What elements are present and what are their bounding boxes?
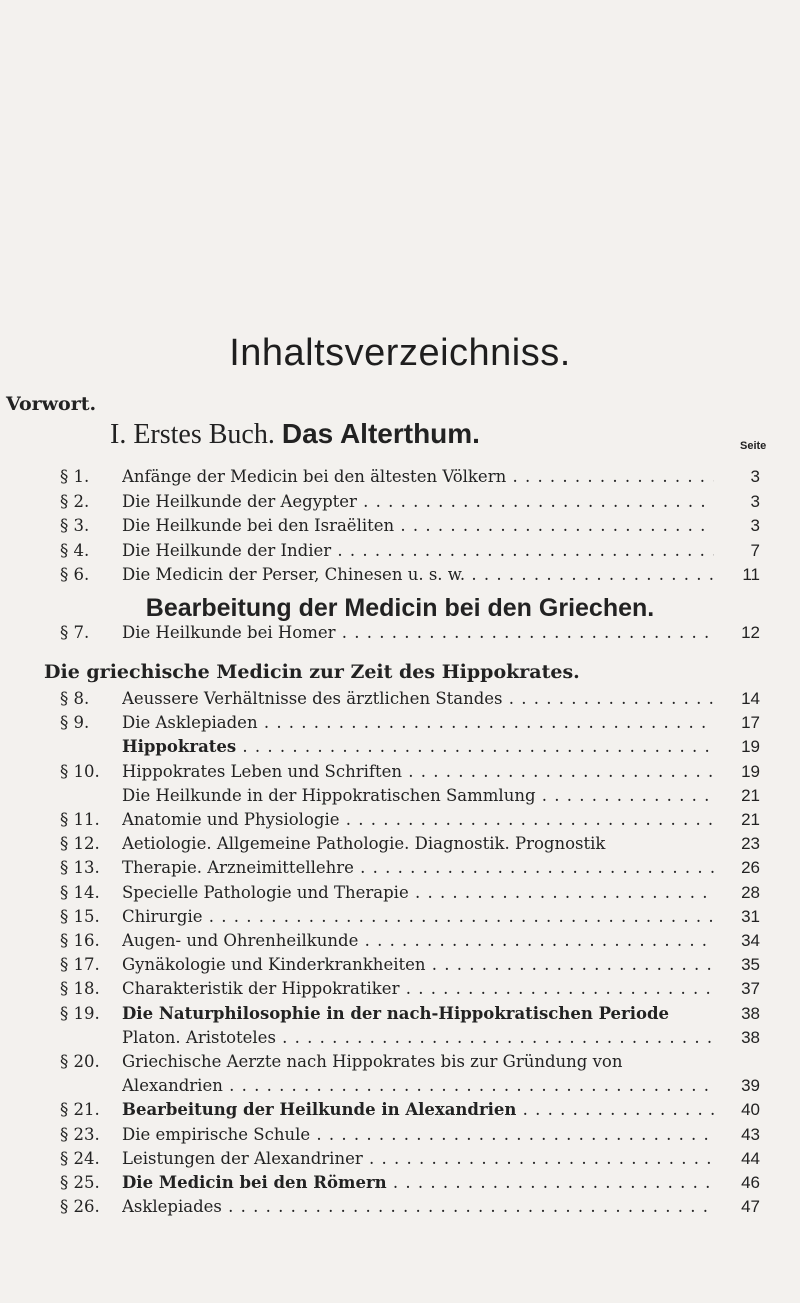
- toc-entry-title-text: Die Naturphilosophie in der nach-Hippokratischen Periode: [122, 1003, 670, 1023]
- toc-entry-number: § 9.: [60, 713, 90, 733]
- toc-entry-title: [122, 881, 714, 905]
- toc-entry-title-text: Die Heilkunde in der Hippokratischen Sammlung: [122, 785, 536, 805]
- toc-entry-title: [122, 977, 714, 1001]
- toc-entry: [60, 1147, 760, 1171]
- toc-entry-title: [122, 490, 714, 514]
- toc-entry-number: § 10.: [60, 761, 100, 781]
- toc-entry-title: [122, 563, 714, 587]
- toc-entry: [60, 687, 760, 711]
- toc-entry-title-text: Chirurgie: [122, 906, 203, 926]
- toc-entry-title: [122, 1098, 714, 1122]
- toc-entry-number: § 23.: [60, 1124, 100, 1144]
- toc-entry-page: 7: [750, 540, 760, 560]
- toc-entry-title: [122, 539, 714, 563]
- toc-entry-title: [122, 687, 714, 711]
- toc-entry: [60, 929, 760, 953]
- toc-entry-page: 35: [741, 955, 760, 975]
- toc-entry-title-text: Hippokrates: [122, 737, 237, 757]
- book-heading-main: Das Alterthum.: [281, 418, 480, 449]
- toc-entry-title: [122, 760, 714, 784]
- toc-entry-page: 43: [741, 1124, 760, 1144]
- toc-entry-title-text: Die empirische Schule: [122, 1124, 311, 1144]
- toc-entry: [60, 905, 760, 929]
- toc-entry-title-text: Aetiologie. Allgemeine Pathologie. Diagnostik. Prognostik: [122, 834, 606, 854]
- toc-entry-title-text: Asklepiades: [122, 1197, 222, 1217]
- toc-entry-title-text: Platon. Aristoteles: [122, 1027, 276, 1047]
- section-heading: Bearbeitung der Medicin bei den Griechen.: [145, 594, 655, 622]
- toc-entry-title: [122, 1123, 714, 1147]
- toc-entry-number: § 11.: [60, 810, 100, 829]
- toc-entry-page: 31: [741, 906, 760, 926]
- vorwort-label: Vorwort.: [6, 393, 97, 415]
- toc-entry-number: § 21.: [60, 1100, 100, 1120]
- toc-entry: [60, 711, 760, 735]
- toc-entry-title: [122, 953, 714, 977]
- toc-entry-page: 19: [741, 737, 760, 757]
- toc-entry-title-text: Die Heilkunde der Indier: [122, 540, 332, 560]
- toc-entry: [60, 563, 760, 587]
- toc-entry-page: 3: [750, 491, 760, 511]
- toc-entry-number: § 17.: [60, 955, 100, 975]
- toc-entry-page: 34: [741, 931, 760, 950]
- toc-entry-title-text: Anatomie und Physiologie: [122, 810, 340, 829]
- toc-entry-number: § 12.: [60, 834, 100, 854]
- toc-entry-title-text: Augen- und Ohrenheilkunde: [122, 931, 359, 950]
- toc-entry-title-text: Die Asklepiaden: [122, 713, 258, 733]
- toc-entry-number: § 6.: [60, 565, 90, 584]
- toc-entry-page: 11: [742, 565, 760, 584]
- toc-entry-title-text: Specielle Pathologie und Therapie: [122, 882, 409, 902]
- toc-entry: [60, 465, 760, 489]
- toc-entry-page: 38: [741, 1003, 760, 1023]
- toc-entry-page: 21: [741, 785, 760, 805]
- toc-entry-page: 39: [741, 1076, 760, 1096]
- toc-entry: [60, 1171, 760, 1195]
- toc-entry-title-text: Alexandrien: [122, 1076, 223, 1096]
- toc-entry: [60, 977, 760, 1001]
- toc-entry-number: § 26.: [60, 1197, 100, 1217]
- toc-entry-page: 38: [741, 1027, 760, 1047]
- toc-entry-title-text: Anfänge der Medicin bei den ältesten Völkern: [122, 467, 507, 486]
- toc-entry: [60, 1098, 760, 1122]
- toc-entry-page: 3: [750, 516, 760, 535]
- toc-entry-title: [122, 465, 714, 489]
- toc-entry: [60, 1123, 760, 1147]
- toc-entry-number: § 7.: [60, 623, 90, 642]
- toc-entry-title-text: Die Heilkunde bei Homer: [122, 623, 336, 642]
- toc-entry-title: [122, 514, 714, 538]
- toc-entry-title: [122, 1074, 714, 1098]
- toc-entry: [60, 490, 760, 514]
- toc-entry: [60, 1026, 760, 1050]
- toc-entry-title: [122, 1002, 714, 1026]
- toc-entry-title: [122, 1050, 714, 1074]
- toc-entry-number: § 13.: [60, 858, 100, 878]
- toc-entry-number: § 8.: [60, 689, 90, 708]
- toc-entry: [60, 856, 760, 880]
- toc-entry-title: [122, 784, 714, 808]
- toc-entry-title-text: Aeussere Verhältnisse des ärztlichen Standes: [122, 689, 503, 708]
- toc-entry: [60, 760, 760, 784]
- toc-entry-page: 28: [741, 882, 760, 902]
- toc-entry-title: [122, 1195, 714, 1219]
- toc-entry-number: § 15.: [60, 906, 100, 926]
- book-heading: [110, 418, 480, 451]
- toc-entry: [60, 1074, 760, 1098]
- toc-entry: [60, 1195, 760, 1219]
- toc-entry: [60, 514, 760, 538]
- page-title: Inhaltsverzeichniss.: [229, 332, 571, 374]
- toc-entry-title: [122, 1026, 714, 1050]
- toc-entry-page: 23: [741, 834, 760, 854]
- toc-entry-number: § 18.: [60, 979, 100, 999]
- toc-entry-number: § 24.: [60, 1148, 100, 1168]
- toc-entry-number: § 14.: [60, 882, 100, 902]
- toc-entry-title-text: Hippokrates Leben und Schriften: [122, 761, 403, 781]
- toc-entry: [60, 832, 760, 856]
- toc-entry-title: [122, 808, 714, 832]
- toc-entry-title: [122, 905, 714, 929]
- toc-entry-page: 14: [741, 689, 760, 708]
- toc-entry-page: 26: [741, 858, 760, 878]
- toc-entry-page: 46: [741, 1173, 760, 1192]
- toc-entry-title-text: Gynäkologie und Kinderkrankheiten: [122, 955, 426, 975]
- toc-entry-page: 12: [741, 623, 760, 642]
- toc-entry-title-text: Die Heilkunde bei den Israëliten: [122, 516, 395, 535]
- toc-entry-page: 44: [741, 1148, 760, 1168]
- toc-entry-number: § 16.: [60, 931, 100, 950]
- toc-entry-title: [122, 1147, 714, 1171]
- toc-entry-number: § 20.: [60, 1052, 100, 1071]
- toc-entry-title-text: Leistungen der Alexandriner: [122, 1148, 363, 1168]
- toc-entry: [60, 539, 760, 563]
- toc-entry-page: 47: [741, 1197, 760, 1217]
- toc-entry: [60, 953, 760, 977]
- toc-entry-title-text: Die Medicin der Perser, Chinesen u. s. w.: [122, 565, 466, 584]
- toc-entry: [60, 784, 760, 808]
- toc-entry-title-text: Charakteristik der Hippokratiker: [122, 979, 400, 999]
- toc-entry-title-text: Griechische Aerzte nach Hippokrates bis zur Gründung von: [122, 1052, 623, 1071]
- toc-entry-page: 3: [750, 467, 760, 486]
- part-heading: Die griechische Medicin zur Zeit des Hippokrates.: [44, 661, 580, 683]
- toc-entry-title-text: Bearbeitung der Heilkunde in Alexandrien: [122, 1100, 517, 1120]
- toc-entry-title: [122, 621, 714, 645]
- toc-entry-page: 40: [741, 1100, 760, 1120]
- toc-entry-number: § 1.: [60, 467, 90, 486]
- toc-entry-title-text: Die Medicin bei den Römern: [122, 1173, 387, 1192]
- seite-label: Seite: [740, 440, 767, 452]
- toc-entry: [60, 735, 760, 759]
- toc-entry-title: [122, 711, 714, 735]
- toc-entry-number: § 2.: [60, 491, 90, 511]
- toc-entry: [60, 1002, 760, 1026]
- toc-entry: [60, 621, 760, 645]
- toc-entry-number: § 25.: [60, 1173, 100, 1192]
- toc-entry-number: § 3.: [60, 516, 90, 535]
- toc-entry-page: 37: [741, 979, 760, 999]
- toc-entry-title: [122, 735, 714, 759]
- toc-entry-title: [122, 1171, 714, 1195]
- book-heading-prefix: I. Erstes Buch.: [110, 419, 275, 450]
- toc-entry-title-text: Therapie. Arzneimittellehre: [122, 858, 354, 878]
- toc-entry: [60, 1050, 760, 1074]
- toc-entry-page: 21: [741, 810, 760, 829]
- toc-entry-title-text: Die Heilkunde der Aegypter: [122, 491, 357, 511]
- toc-entry-page: 19: [741, 761, 760, 781]
- toc-entry: [60, 881, 760, 905]
- toc-entry-page: 17: [741, 713, 760, 733]
- toc-entry-title: [122, 856, 714, 880]
- toc-entry-title: [122, 929, 714, 953]
- toc-entry: [60, 808, 760, 832]
- toc-entry-number: § 19.: [60, 1003, 100, 1023]
- toc-entry-title: [122, 832, 714, 856]
- toc-entry-number: § 4.: [60, 540, 90, 560]
